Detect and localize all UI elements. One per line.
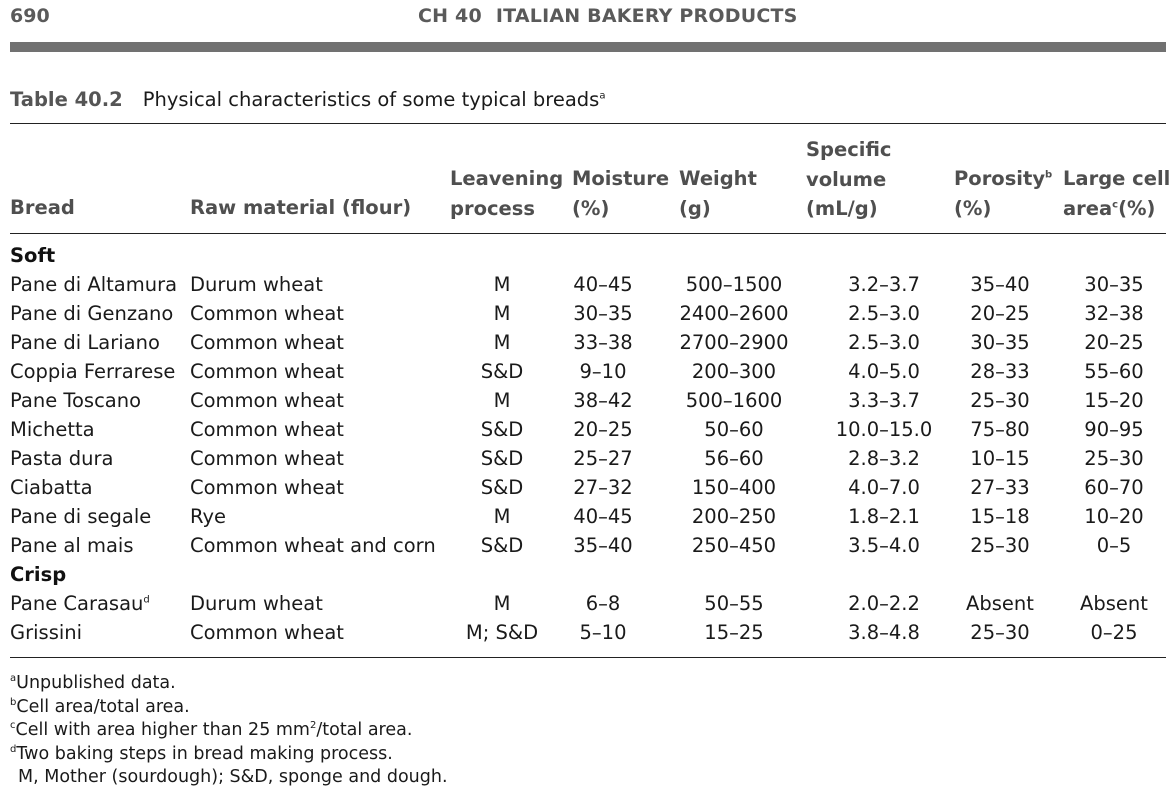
header-weight-line2: (g) bbox=[679, 196, 711, 220]
bread-name: Pane al mais bbox=[10, 534, 134, 557]
cell-bread bbox=[10, 618, 82, 647]
cell-bread bbox=[10, 502, 151, 531]
header-leavening-line1: Leavening bbox=[450, 167, 564, 190]
cell-leavening: M bbox=[493, 389, 511, 412]
cell-specific-volume: 4.0–7.0 bbox=[848, 476, 920, 499]
cell-porosity: 25–30 bbox=[970, 534, 1030, 557]
cell-moisture: 38–42 bbox=[573, 389, 633, 412]
cell-weight: 500–1500 bbox=[685, 273, 783, 296]
footnote-b-text: Cell area/total area. bbox=[16, 696, 190, 717]
footnotes bbox=[10, 672, 448, 790]
cell-raw-material: Common wheat and corn bbox=[190, 534, 436, 557]
table-row bbox=[0, 502, 1173, 531]
cell-porosity: 35–40 bbox=[970, 273, 1030, 296]
cell-raw-material: Common wheat bbox=[190, 621, 344, 644]
header-volume-line2: volume bbox=[806, 167, 887, 191]
header-bottom-rule bbox=[10, 233, 1166, 234]
cell-porosity: 27–33 bbox=[970, 476, 1030, 499]
table-row bbox=[0, 618, 1173, 647]
bread-note-mark: d bbox=[143, 594, 150, 606]
cell-raw-material: Common wheat bbox=[190, 389, 344, 412]
header-volume-line3: (mL/g) bbox=[806, 197, 878, 220]
cell-bread bbox=[10, 328, 160, 357]
cell-specific-volume: 2.0–2.2 bbox=[848, 592, 920, 615]
cell-leavening: M bbox=[493, 592, 511, 615]
bread-name: Pane di Altamura bbox=[10, 273, 178, 296]
cell-weight: 15–25 bbox=[704, 621, 764, 644]
cell-large-cell-area: Absent bbox=[1080, 592, 1148, 615]
bread-name: Pane di segale bbox=[10, 505, 152, 528]
header-volume-line1: Specific bbox=[806, 138, 892, 161]
cell-porosity: 25–30 bbox=[970, 621, 1030, 644]
cell-bread bbox=[10, 270, 177, 299]
cell-porosity: 28–33 bbox=[970, 360, 1030, 383]
header-moisture-line1: Moisture bbox=[572, 167, 670, 190]
cell-bread bbox=[10, 415, 95, 444]
cell-leavening: M; S&D bbox=[465, 621, 539, 644]
cell-leavening: M bbox=[493, 331, 511, 354]
cell-specific-volume: 4.0–5.0 bbox=[848, 360, 920, 383]
cell-bread bbox=[10, 386, 141, 415]
chapter-title: ITALIAN BAKERY PRODUCTS bbox=[495, 5, 798, 27]
cell-specific-volume: 3.8–4.8 bbox=[848, 621, 920, 644]
bread-name: Coppia Ferrarese bbox=[10, 360, 176, 383]
table-caption-text: Physical characteristics of some typical breads bbox=[142, 88, 600, 111]
footnote-a-mark: a bbox=[10, 673, 17, 685]
cell-large-cell-area: 30–35 bbox=[1084, 273, 1144, 296]
cell-large-cell-area: 90–95 bbox=[1084, 418, 1144, 441]
cell-moisture: 30–35 bbox=[573, 302, 633, 325]
cell-large-cell-area: 60–70 bbox=[1084, 476, 1144, 499]
header-leavening-line2: process bbox=[450, 196, 535, 220]
bread-name: Pasta dura bbox=[10, 447, 114, 470]
cell-moisture: 40–45 bbox=[573, 273, 633, 296]
bread-name: Pane di Genzano bbox=[10, 302, 174, 325]
cell-weight: 2700–2900 bbox=[679, 331, 789, 354]
header-porosity bbox=[954, 164, 1052, 223]
cell-porosity: Absent bbox=[966, 592, 1034, 615]
footnote-b bbox=[10, 696, 448, 720]
cell-raw-material: Rye bbox=[190, 505, 227, 528]
footnote-c bbox=[10, 719, 448, 743]
bread-name: Pane Toscano bbox=[10, 389, 142, 412]
bread-name: Pane di Lariano bbox=[10, 331, 160, 354]
bread-name: Grissini bbox=[10, 621, 83, 644]
bread-name: Pane Carasau bbox=[10, 592, 144, 615]
cell-specific-volume: 3.3–3.7 bbox=[848, 389, 920, 412]
header-large-cell-area: area bbox=[1063, 196, 1113, 220]
table-row bbox=[0, 328, 1173, 357]
cell-porosity: 20–25 bbox=[970, 302, 1030, 325]
header-porosity-line1 bbox=[954, 164, 1052, 194]
header-leavening bbox=[450, 164, 563, 223]
cell-specific-volume: 10.0–15.0 bbox=[835, 418, 933, 441]
cell-large-cell-area: 15–20 bbox=[1084, 389, 1144, 412]
cell-porosity: 30–35 bbox=[970, 331, 1030, 354]
porosity-note-mark: b bbox=[1045, 169, 1053, 181]
cell-porosity: 25–30 bbox=[970, 389, 1030, 412]
running-head bbox=[10, 5, 1165, 29]
footnote-a bbox=[10, 672, 448, 696]
header-moisture-line2: (%) bbox=[572, 196, 610, 220]
footnote-a-text: Unpublished data. bbox=[16, 673, 176, 693]
cell-raw-material: Common wheat bbox=[190, 476, 344, 499]
table-caption bbox=[10, 88, 605, 111]
cell-weight: 50–60 bbox=[704, 418, 764, 441]
cell-bread bbox=[10, 589, 150, 618]
cell-large-cell-area: 55–60 bbox=[1084, 360, 1144, 383]
cell-weight: 50–55 bbox=[704, 592, 764, 615]
cell-porosity: 10–15 bbox=[970, 447, 1030, 470]
bread-name: Ciabatta bbox=[10, 476, 93, 499]
cell-specific-volume: 2.8–3.2 bbox=[848, 447, 920, 470]
header-porosity-unit: (%) bbox=[954, 196, 992, 220]
table-row bbox=[0, 357, 1173, 386]
cell-bread bbox=[10, 357, 175, 386]
caption-note-mark: a bbox=[599, 90, 606, 102]
table-row bbox=[0, 415, 1173, 444]
cell-weight: 200–300 bbox=[691, 360, 777, 383]
header-specific-volume bbox=[806, 135, 891, 224]
cell-moisture: 9–10 bbox=[579, 360, 627, 383]
footnote-c-exponent: 2 bbox=[309, 720, 317, 732]
cell-large-cell-area: 25–30 bbox=[1084, 447, 1144, 470]
cell-porosity: 75–80 bbox=[970, 418, 1030, 441]
cell-leavening: M bbox=[493, 273, 511, 296]
header-raw-material: Raw material (flour) bbox=[190, 196, 412, 219]
cell-specific-volume: 1.8–2.1 bbox=[848, 505, 920, 528]
page-number: 690 bbox=[10, 5, 50, 27]
footnote-c-text-pre: Cell with area higher than 25 mm bbox=[15, 720, 310, 740]
cell-porosity: 15–18 bbox=[970, 505, 1030, 528]
header-large-cell-line2 bbox=[1063, 194, 1170, 224]
cell-raw-material: Common wheat bbox=[190, 418, 344, 441]
cell-leavening: S&D bbox=[480, 418, 524, 441]
table-row bbox=[0, 386, 1173, 415]
cell-raw-material: Common wheat bbox=[190, 360, 344, 383]
cell-moisture: 35–40 bbox=[573, 534, 633, 557]
section-soft: Soft bbox=[10, 244, 56, 267]
table-bottom-rule bbox=[10, 657, 1166, 658]
cell-specific-volume: 3.5–4.0 bbox=[848, 534, 920, 557]
cell-moisture: 27–32 bbox=[573, 476, 633, 499]
footnote-d bbox=[10, 743, 448, 767]
cell-moisture: 6–8 bbox=[585, 592, 621, 615]
cell-leavening: S&D bbox=[480, 360, 524, 383]
cell-weight: 56–60 bbox=[704, 447, 764, 470]
footnote-b-mark: b bbox=[10, 696, 17, 708]
footnote-c-text-post: /total area. bbox=[316, 720, 413, 740]
cell-raw-material: Durum wheat bbox=[190, 592, 323, 615]
footnote-abbreviations: M, Mother (sourdough); S&D, sponge and dough. bbox=[18, 767, 448, 787]
cell-moisture: 25–27 bbox=[573, 447, 633, 470]
table-label: Table 40.2 bbox=[10, 88, 123, 111]
cell-bread bbox=[10, 531, 133, 560]
cell-specific-volume: 3.2–3.7 bbox=[848, 273, 920, 296]
cell-raw-material: Common wheat bbox=[190, 447, 344, 470]
table-top-rule bbox=[10, 123, 1166, 124]
header-moisture bbox=[572, 164, 669, 223]
cell-raw-material: Durum wheat bbox=[190, 273, 323, 296]
table-row bbox=[0, 299, 1173, 328]
cell-moisture: 40–45 bbox=[573, 505, 633, 528]
table-row bbox=[0, 444, 1173, 473]
cell-leavening: S&D bbox=[480, 447, 524, 470]
cell-weight: 250–450 bbox=[691, 534, 777, 557]
footnote-d-mark: d bbox=[10, 743, 17, 755]
cell-large-cell-area: 20–25 bbox=[1084, 331, 1144, 354]
cell-leavening: M bbox=[493, 505, 511, 528]
header-large-cell bbox=[1063, 164, 1170, 223]
cell-bread bbox=[10, 299, 173, 328]
table-row bbox=[0, 270, 1173, 299]
cell-specific-volume: 2.5–3.0 bbox=[848, 331, 920, 354]
cell-leavening: S&D bbox=[480, 534, 524, 557]
cell-large-cell-area: 10–20 bbox=[1084, 505, 1144, 528]
cell-raw-material: Common wheat bbox=[190, 331, 344, 354]
header-porosity-text: Porosity bbox=[954, 167, 1046, 190]
cell-leavening: S&D bbox=[480, 476, 524, 499]
table-row bbox=[0, 473, 1173, 502]
footnote-d-text: Two baking steps in bread making process. bbox=[16, 743, 393, 764]
cell-weight: 200–250 bbox=[691, 505, 777, 528]
cell-large-cell-area: 0–25 bbox=[1090, 621, 1138, 644]
cell-moisture: 5–10 bbox=[579, 621, 627, 644]
table-row bbox=[0, 531, 1173, 560]
chapter-heading bbox=[418, 5, 798, 27]
header-weight-line1: Weight bbox=[679, 167, 757, 190]
header-large-cell-unit: (%) bbox=[1118, 196, 1156, 220]
cell-bread bbox=[10, 444, 114, 473]
cell-large-cell-area: 0–5 bbox=[1096, 534, 1132, 557]
cell-weight: 2400–2600 bbox=[679, 302, 789, 325]
chapter-label: CH 40 bbox=[418, 5, 482, 27]
header-bread: Bread bbox=[10, 196, 75, 219]
cell-moisture: 20–25 bbox=[573, 418, 633, 441]
table-row bbox=[0, 589, 1173, 618]
cell-moisture: 33–38 bbox=[573, 331, 633, 354]
header-large-cell-line1: Large cell bbox=[1063, 167, 1171, 190]
cell-leavening: M bbox=[493, 302, 511, 325]
cell-weight: 150–400 bbox=[691, 476, 777, 499]
cell-large-cell-area: 32–38 bbox=[1084, 302, 1144, 325]
cell-specific-volume: 2.5–3.0 bbox=[848, 302, 920, 325]
section-crisp: Crisp bbox=[10, 563, 67, 586]
bread-name: Michetta bbox=[10, 418, 95, 441]
footnote-c-mark: c bbox=[10, 720, 16, 732]
cell-bread bbox=[10, 473, 93, 502]
header-weight bbox=[679, 164, 757, 223]
header-rule bbox=[10, 42, 1166, 52]
cell-weight: 500–1600 bbox=[685, 389, 783, 412]
large-cell-note-mark: c bbox=[1112, 199, 1119, 210]
cell-raw-material: Common wheat bbox=[190, 302, 344, 325]
